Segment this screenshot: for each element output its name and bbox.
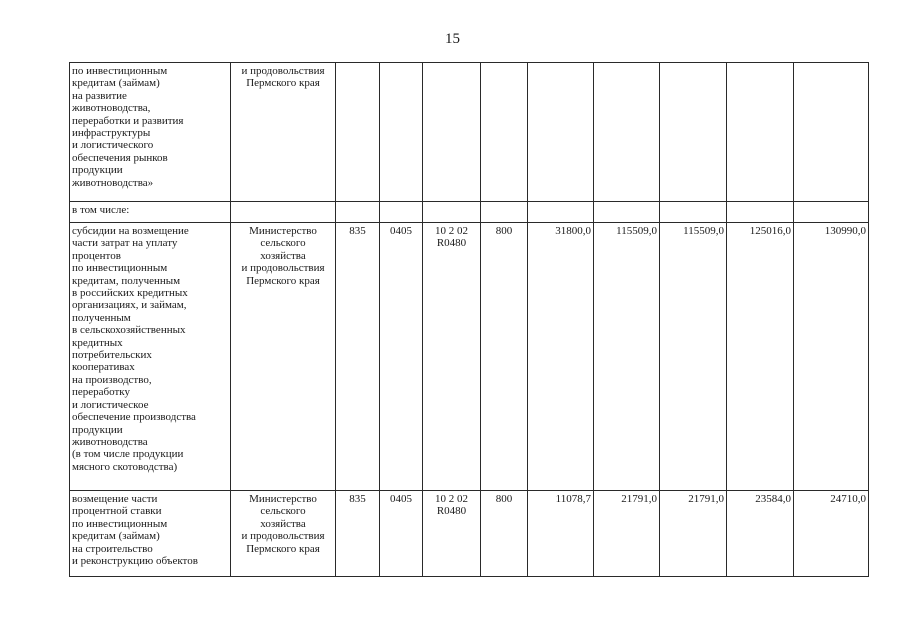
text-line: и логистическое (72, 398, 149, 411)
administrator-cell (231, 223, 336, 491)
value-2022-cell: 23584,0 (727, 491, 794, 577)
text-line: в том числе: (72, 204, 130, 216)
text-line: животноводства (72, 435, 148, 448)
text-line: R0480 (436, 237, 467, 250)
value-2021-cell: 115509,0 (660, 223, 727, 491)
text-line: Пермского края (246, 77, 320, 90)
admin-code-cell: 835 (336, 491, 380, 577)
text-line: процентной ставки (72, 505, 162, 518)
table-row (70, 63, 869, 202)
description-cell (70, 202, 231, 223)
text-line: переработку (72, 386, 130, 399)
text-line: Министерство (249, 225, 317, 237)
section-code-cell: 0405 (380, 223, 423, 491)
section-code-cell: 0405 (380, 491, 423, 577)
text-line: мясного скотоводства) (72, 460, 178, 473)
text-line: и реконструкцию объектов (72, 555, 198, 568)
text-line: хозяйства (260, 517, 306, 530)
description-cell (70, 491, 231, 577)
section-code-cell (380, 202, 423, 223)
text-line: Пермского края (246, 542, 320, 555)
text-line: R0480 (436, 505, 467, 518)
text-line: в российских кредитных (72, 287, 188, 300)
text-line: на развитие (72, 89, 127, 102)
text-line: (в том числе продукции (72, 448, 184, 461)
text-line: кредитам (займам) (72, 77, 160, 90)
value-2023-cell: 24710,0 (794, 491, 869, 577)
expense-type-cell (481, 63, 528, 202)
description-cell (70, 63, 231, 202)
text-line: потребительских (72, 349, 152, 362)
text-line: части затрат на уплату (72, 237, 178, 250)
text-line: сельского (260, 237, 306, 250)
text-line: инфраструктуры (72, 127, 151, 140)
text-line: субсидии на возмещение (72, 225, 189, 237)
value-2023-cell (794, 63, 869, 202)
value-2020-cell (594, 202, 660, 223)
target-code-cell (423, 223, 481, 491)
text-line: кредитам (займам) (72, 530, 160, 543)
text-line: и логистического (72, 139, 154, 152)
administrator-cell (231, 202, 336, 223)
text-line: и продовольствия (241, 65, 325, 77)
table-row (70, 491, 869, 577)
text-line: на производство, (72, 373, 152, 386)
text-line: в сельскохозяйственных (72, 324, 186, 337)
page-number: 15 (445, 31, 460, 47)
value-2021-cell (660, 63, 727, 202)
text-line: возмещение части (72, 493, 158, 505)
text-line: и продовольствия (241, 262, 325, 275)
description-cell (70, 223, 231, 491)
value-2023-cell (794, 202, 869, 223)
target-code-cell (423, 491, 481, 577)
budget-table (69, 62, 869, 577)
text-line: кооперативах (72, 361, 135, 374)
text-line: переработки и развития (72, 114, 184, 127)
value-2019-cell: 11078,7 (528, 491, 594, 577)
text-line: Министерство (249, 493, 317, 505)
section-code-cell (380, 63, 423, 202)
text-line: обеспечение производства (72, 411, 196, 424)
value-2023-cell: 130990,0 (794, 223, 869, 491)
table-row (70, 202, 869, 223)
administrator-cell (231, 63, 336, 202)
table-row (70, 223, 869, 491)
text-line: по инвестиционным (72, 517, 168, 530)
value-2019-cell (528, 202, 594, 223)
text-line: кредитам, полученным (72, 274, 181, 287)
expense-type-cell (481, 202, 528, 223)
text-line: продукции (72, 164, 123, 177)
value-2021-cell: 21791,0 (660, 491, 727, 577)
target-code-cell (423, 202, 481, 223)
text-line: 10 2 02 (435, 493, 468, 505)
value-2019-cell (528, 63, 594, 202)
text-line: и продовольствия (241, 530, 325, 543)
admin-code-cell (336, 63, 380, 202)
value-2019-cell: 31800,0 (528, 223, 594, 491)
text-line: животноводства, (72, 102, 151, 115)
text-line: животноводства» (72, 176, 154, 189)
expense-type-cell: 800 (481, 223, 528, 491)
value-2020-cell: 115509,0 (594, 223, 660, 491)
administrator-cell (231, 491, 336, 577)
text-line: по инвестиционным (72, 65, 168, 77)
text-line: процентов (72, 249, 121, 262)
text-line: организациях, и займам, (72, 299, 187, 312)
target-code-cell (423, 63, 481, 202)
value-2022-cell: 125016,0 (727, 223, 794, 491)
text-line: 10 2 02 (435, 225, 468, 237)
text-line: полученным (72, 311, 131, 324)
text-line: продукции (72, 423, 123, 436)
text-line: хозяйства (260, 249, 306, 262)
value-2020-cell (594, 63, 660, 202)
text-line: по инвестиционным (72, 262, 168, 275)
value-2021-cell (660, 202, 727, 223)
expense-type-cell: 800 (481, 491, 528, 577)
value-2022-cell (727, 202, 794, 223)
admin-code-cell (336, 202, 380, 223)
text-line: на строительство (72, 542, 153, 555)
text-line: Пермского края (246, 274, 320, 287)
text-line: кредитных (72, 336, 123, 349)
text-line: сельского (260, 505, 306, 518)
value-2022-cell (727, 63, 794, 202)
admin-code-cell: 835 (336, 223, 380, 491)
text-line: обеспечения рынков (72, 151, 168, 164)
value-2020-cell: 21791,0 (594, 491, 660, 577)
